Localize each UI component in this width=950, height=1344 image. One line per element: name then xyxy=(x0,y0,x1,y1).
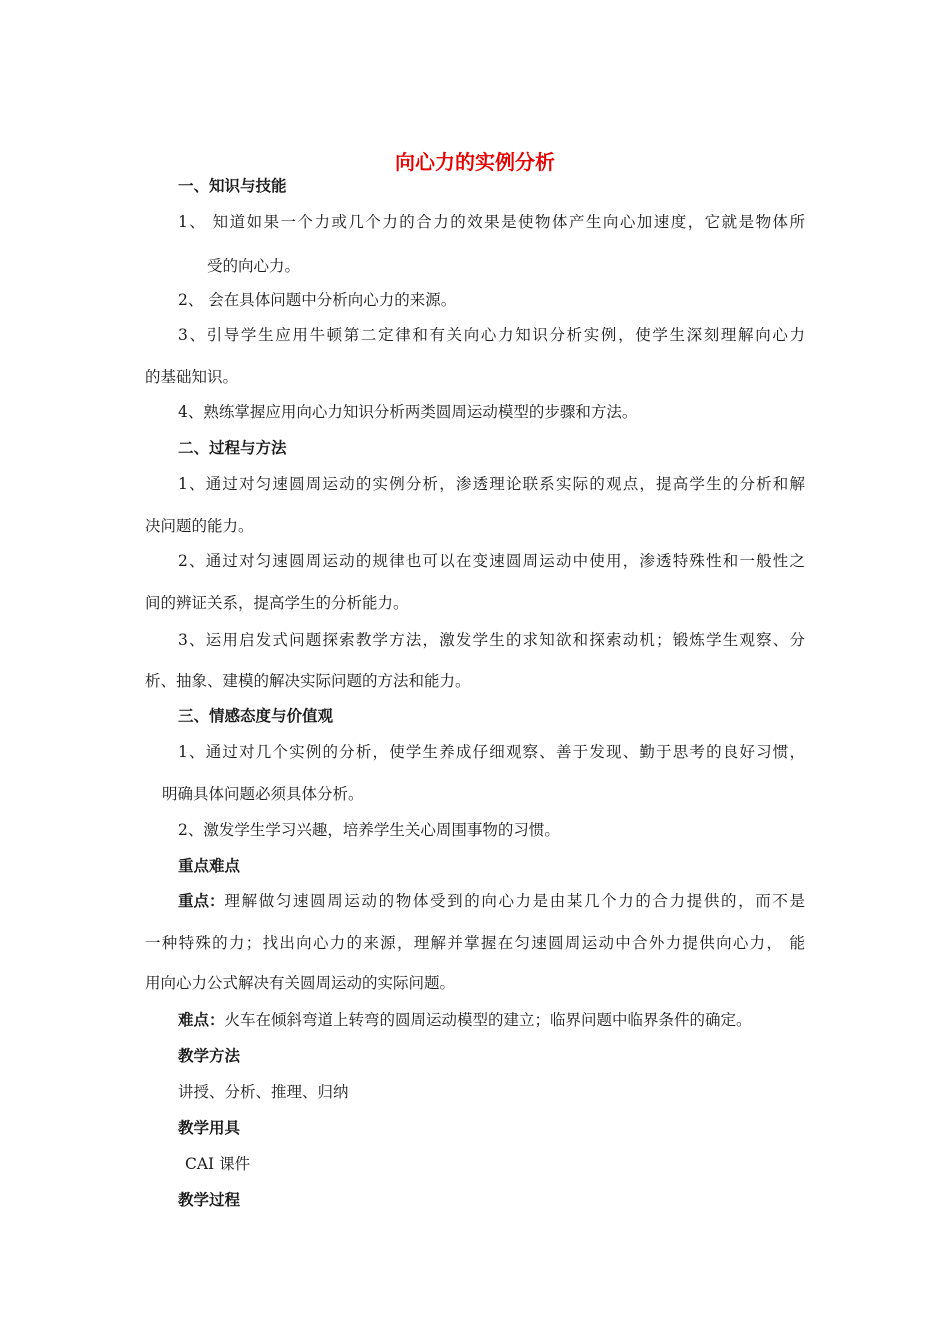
teaching-tools-text: CAI 课件 xyxy=(185,1155,251,1173)
key-point-label: 重点： xyxy=(178,892,225,910)
paragraph-line: 析、抽象、建模的解决实际问题的方法和能力。 xyxy=(145,672,471,690)
paragraph-line: 3、运用启发式问题探索教学方法，激发学生的求知欲和探索动机；锻炼学生观察、分 xyxy=(178,631,805,649)
section-heading-process-methods: 二、过程与方法 xyxy=(178,439,287,457)
paragraph-line: 间的辨证关系，提高学生的分析能力。 xyxy=(145,594,409,612)
teaching-methods-text: 讲授、分析、推理、归纳 xyxy=(178,1083,349,1101)
page-title: 向心力的实例分析 xyxy=(395,150,555,174)
paragraph-line: 用向心力公式解决有关圆周运动的实际问题。 xyxy=(145,974,456,992)
section-heading-teaching-tools: 教学用具 xyxy=(178,1119,241,1137)
section-heading-attitudes-values: 三、情感态度与价值观 xyxy=(178,707,334,725)
difficulty-line xyxy=(178,1010,752,1030)
paragraph-line: 2、 会在具体问题中分析向心力的来源。 xyxy=(178,291,457,309)
paragraph-line: 1、通过对几个实例的分析，使学生养成仔细观察、善于发现、勤于思考的良好习惯， xyxy=(178,743,805,761)
paragraph-line: 3、引导学生应用牛顿第二定律和有关向心力知识分析实例，使学生深刻理解向心力 xyxy=(178,326,805,344)
section-heading-knowledge-skills: 一、知识与技能 xyxy=(178,177,287,195)
difficulty-label: 难点： xyxy=(178,1011,225,1029)
key-point-text: 理解做匀速圆周运动的物体受到的向心力是由某几个力的合力提供的，而不是 xyxy=(224,892,805,910)
section-heading-key-difficult-points: 重点难点 xyxy=(178,857,241,875)
paragraph-line: 2、通过对匀速圆周运动的规律也可以在变速圆周运动中使用，渗透特殊性和一般性之 xyxy=(178,552,805,570)
section-heading-teaching-process: 教学过程 xyxy=(178,1191,241,1209)
paragraph-line: 1、 知道如果一个力或几个力的合力的效果是使物体产生向心加速度，它就是物体所 xyxy=(178,213,805,231)
paragraph-line: 1、通过对匀速圆周运动的实例分析，渗透理论联系实际的观点，提高学生的分析和解 xyxy=(178,475,805,493)
paragraph-line: 受的向心力。 xyxy=(207,257,301,275)
paragraph-line: 明确具体问题必须具体分析。 xyxy=(162,785,364,803)
paragraph-line: 2、激发学生学习兴趣，培养学生关心周围事物的习惯。 xyxy=(178,821,560,839)
paragraph-line: 决问题的能力。 xyxy=(145,517,254,535)
key-point-line xyxy=(178,891,805,911)
paragraph-line: 的基础知识。 xyxy=(145,368,239,386)
section-heading-teaching-methods: 教学方法 xyxy=(178,1047,241,1065)
paragraph-line: 一种特殊的力；找出向心力的来源，理解并掌握在匀速圆周运动中合外力提供向心力， 能 xyxy=(145,934,805,952)
difficulty-text: 火车在倾斜弯道上转弯的圆周运动模型的建立；临界问题中临界条件的确定。 xyxy=(224,1011,752,1029)
paragraph-line: 4、熟练掌握应用向心力知识分析两类圆周运动模型的步骤和方法。 xyxy=(178,403,638,421)
